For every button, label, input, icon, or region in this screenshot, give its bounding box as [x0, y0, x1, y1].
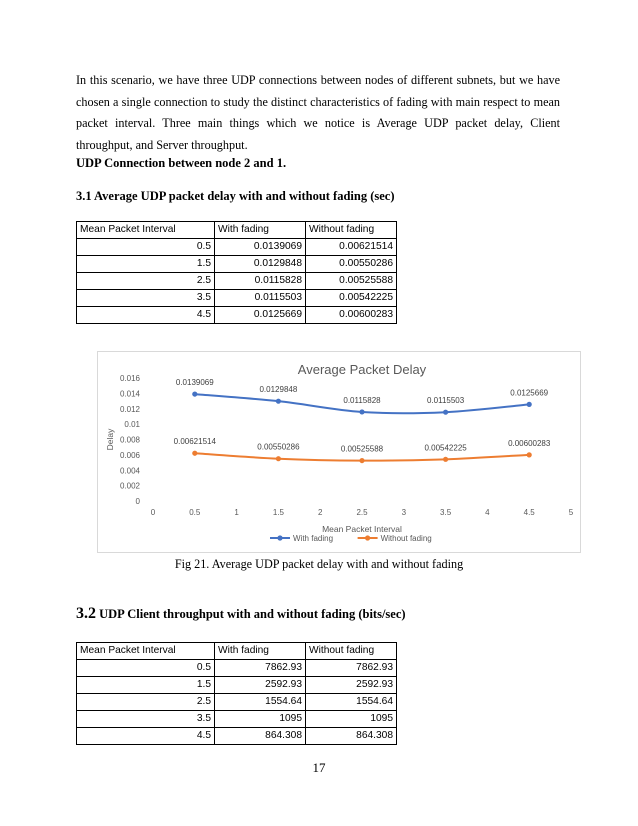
table-row: [77, 290, 397, 307]
y-tick-label: 0.012: [119, 404, 140, 414]
table-cell: 0.0139069: [215, 239, 306, 256]
table-cell: 1.5: [77, 677, 215, 694]
table-row: [77, 728, 397, 745]
data-point: [443, 410, 448, 415]
intro-paragraph: In this scenario, we have three UDP connections between nodes of different subnets, but we have chosen a single connection to study the distinct characteristics of fading with main respect to mean packet interval. Three main things which we notice is Average UDP packet delay, Client throughput, and Server throughput.: [76, 73, 560, 152]
table-row: [77, 239, 397, 256]
y-tick-label: 0.01: [124, 420, 140, 430]
table-cell: 0.0115828: [215, 273, 306, 290]
y-tick-label: 0.006: [119, 450, 140, 460]
data-label: 0.00550286: [257, 442, 300, 452]
x-tick-label: 0: [150, 508, 156, 517]
x-axis-label: Mean Packet Interval: [322, 524, 402, 534]
y-tick-label: 0.016: [119, 374, 140, 383]
data-label: 0.00621514: [173, 437, 216, 447]
data-point: [276, 399, 281, 404]
table-header: Without fading: [306, 643, 397, 660]
table-header: With fading: [215, 643, 306, 660]
table-cell: 2.5: [77, 694, 215, 711]
heading-delay: 3.1 Average UDP packet delay with and without fading (sec): [76, 189, 395, 203]
page-number: 17: [312, 760, 326, 775]
y-tick-label: 0.008: [119, 435, 140, 445]
legend-marker: [277, 535, 282, 540]
table-cell: 0.00600283: [306, 307, 397, 324]
table-header-row: [77, 643, 397, 660]
x-tick-label: 2.5: [356, 508, 368, 517]
delay-chart-frame: [97, 351, 581, 553]
x-tick-label: 1: [234, 508, 239, 517]
table-cell: 0.5: [77, 239, 215, 256]
table-cell: 7862.93: [306, 660, 397, 677]
table-cell: 864.308: [215, 728, 306, 745]
table-cell: 3.5: [77, 290, 215, 307]
table-cell: 0.0125669: [215, 307, 306, 324]
table-cell: 1095: [215, 711, 306, 728]
data-point: [192, 391, 197, 396]
throughput-table: [76, 642, 397, 745]
y-tick-label: 0.014: [119, 389, 140, 399]
x-tick-label: 5: [568, 508, 574, 517]
table-cell: 0.00621514: [306, 239, 397, 256]
x-tick-label: 2: [317, 508, 323, 517]
data-label: 0.00542225: [424, 443, 467, 453]
table-row: [77, 273, 397, 290]
figure-caption: Fig 21. Average UDP packet delay with and without fading: [174, 557, 464, 571]
x-tick-label: 0.5: [189, 508, 201, 517]
table-row: [77, 694, 397, 711]
table-cell: 7862.93: [215, 660, 306, 677]
table-cell: 0.0115503: [215, 290, 306, 307]
table-cell: 2592.93: [215, 677, 306, 694]
table-cell: 0.00550286: [306, 256, 397, 273]
table-cell: 2592.93: [306, 677, 397, 694]
data-point: [359, 458, 364, 463]
table-cell: 0.00542225: [306, 290, 397, 307]
y-tick-label: 0.002: [119, 481, 140, 491]
table-header: Without fading: [306, 222, 397, 239]
table-row: [77, 256, 397, 273]
table-cell: 864.308: [306, 728, 397, 745]
delay-chart: [98, 352, 580, 552]
heading-number: 3.2: [76, 605, 96, 622]
x-tick-label: 1.5: [272, 508, 284, 517]
table-row: [77, 677, 397, 694]
legend-marker: [365, 535, 370, 540]
data-point: [192, 451, 197, 456]
table-header: With fading: [215, 222, 306, 239]
data-label: 0.0139069: [175, 378, 214, 388]
table-header-row: [77, 222, 397, 239]
table-cell: 4.5: [77, 307, 215, 324]
table-header: Mean Packet Interval: [77, 643, 215, 660]
y-tick-label: 0.004: [119, 466, 140, 476]
data-label: 0.00600283: [508, 438, 551, 448]
data-point: [527, 452, 532, 457]
table-row: [77, 307, 397, 324]
data-point: [527, 402, 532, 407]
data-point: [276, 456, 281, 461]
data-label: 0.0129848: [259, 385, 298, 395]
delay-table: [76, 221, 397, 324]
table-cell: 0.0129848: [215, 256, 306, 273]
y-tick-label: 0: [135, 497, 140, 506]
x-tick-label: 4.5: [523, 508, 535, 517]
x-tick-label: 3: [401, 508, 407, 517]
data-label: 0.0125669: [510, 388, 549, 398]
data-label: 0.0115828: [343, 395, 381, 405]
table-cell: 1554.64: [215, 694, 306, 711]
table-row: [77, 711, 397, 728]
chart-title: Average Packet Delay: [297, 362, 427, 377]
table-cell: 2.5: [77, 273, 215, 290]
heading-throughput: [76, 605, 406, 623]
table-cell: 3.5: [77, 711, 215, 728]
table-cell: 0.00525588: [306, 273, 397, 290]
y-axis-label: Delay: [105, 428, 115, 451]
legend-label: Without fading: [380, 534, 432, 543]
data-point: [443, 457, 448, 462]
heading-text: UDP Client throughput with and without fading (bits/sec): [96, 607, 406, 621]
x-tick-label: 3.5: [440, 508, 452, 517]
table-cell: 1554.64: [306, 694, 397, 711]
data-label: 0.00525588: [340, 444, 384, 454]
data-label: 0.0115503: [426, 396, 465, 406]
legend-label: With fading: [293, 534, 334, 543]
section-title: UDP Connection between node 2 and 1.: [76, 156, 287, 170]
table-header: Mean Packet Interval: [77, 222, 215, 239]
data-point: [359, 409, 364, 414]
table-cell: 4.5: [77, 728, 215, 745]
table-cell: 0.5: [77, 660, 215, 677]
table-cell: 1.5: [77, 256, 215, 273]
table-cell: 1095: [306, 711, 397, 728]
table-row: [77, 660, 397, 677]
x-tick-label: 4: [485, 508, 490, 517]
